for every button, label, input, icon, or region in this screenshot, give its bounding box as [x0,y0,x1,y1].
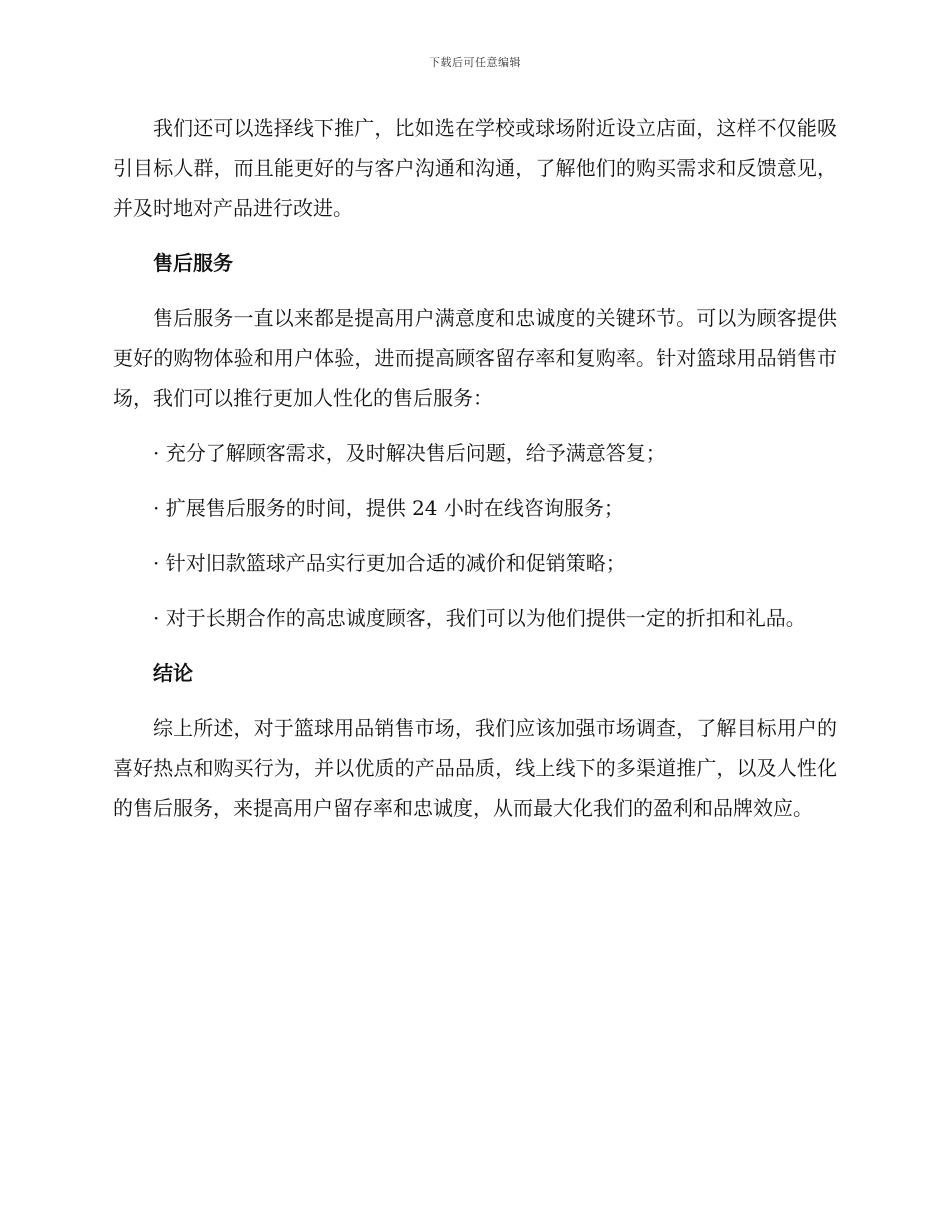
bullet-item-3: · 针对旧款篮球产品实行更加合适的减价和促销策略； [153,551,626,575]
after-sales-paragraph: 售后服务一直以来都是提高用户满意度和忠诚度的关键环节。可以为顾客提供更好的购物体验和用户体验，进而提高顾客留存率和复购率。针对篮球用品销售市场，我们可以推行更加人性化的售后服务： [113,306,837,410]
conclusion-heading: 结论 [153,661,193,685]
intro-paragraph: 我们还可以选择线下推广，比如选在学校或球场附近设立店面，这样不仅能吸引目标人群，而且能更好的与客户沟通和沟通，了解他们的购买需求和反馈意见，并及时地对产品进行改进。 [113,116,837,220]
document-body [113,108,837,828]
after-sales-heading: 售后服务 [153,251,233,275]
bullet-item-4: · 对于长期合作的高忠诚度顾客，我们可以为他们提供一定的折扣和礼品。 [153,606,806,630]
bullet-item-1: · 充分了解顾客需求，及时解决售后问题，给予满意答复； [153,441,666,465]
conclusion-paragraph: 综上所述，对于篮球用品销售市场，我们应该加强市场调查，了解目标用户的喜好热点和购买行为，并以优质的产品品质，线上线下的多渠道推广，以及人性化的售后服务，来提高用户留存率和忠诚度，从而最大化我们的盈利和品牌效应。 [113,716,837,820]
bullet-item-2: · 扩展售后服务的时间，提供 24 小时在线咨询服务； [153,496,624,520]
page-header: 下载后可任意编辑 [429,56,521,69]
